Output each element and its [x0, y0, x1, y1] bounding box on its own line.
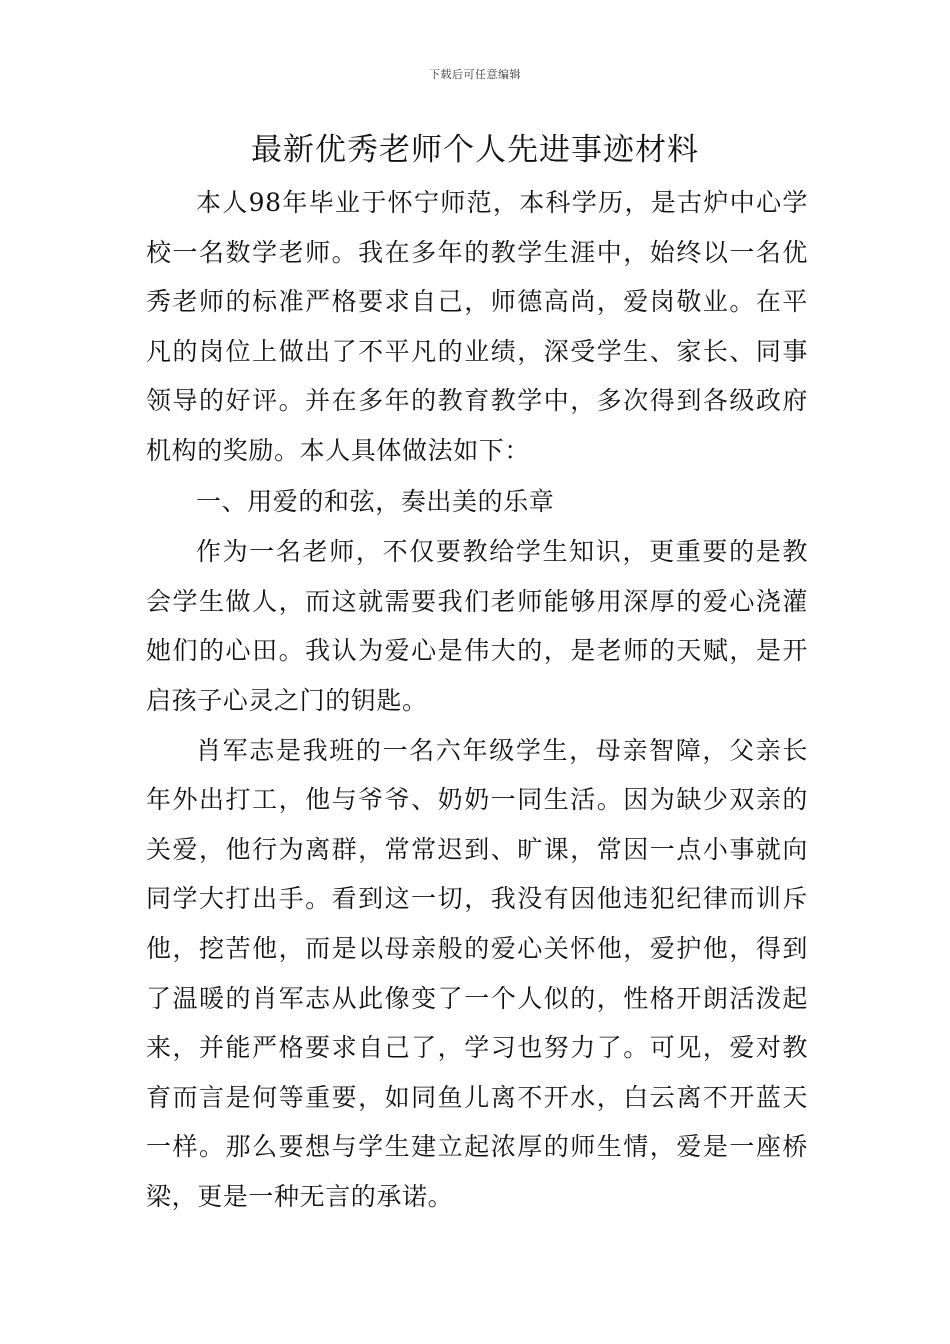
paragraph-intro: 本人98年毕业于怀宁师范，本科学历，是古炉中心学校一名数学老师。我在多年的教学生涯中，始终以一名优秀老师的标准严格要求自己，师德高尚，爱岗敬业。在平凡的岗位上做出了不平凡的业绩，深受学生、家长、同事领导的好评。并在多年的教育教学中，多次得到各级政府机构的奖励。本人具体做法如下：: [146, 188, 808, 465]
document-title: 最新优秀老师个人先进事迹材料: [251, 132, 699, 168]
header-note: 下载后可任意编辑: [429, 68, 521, 81]
paragraph-story: 肖军志是我班的一名六年级学生，母亲智障，父亲长年外出打工，他与爷爷、奶奶一同生活。因为缺少双亲的关爱，他行为离群，常常迟到、旷课，常因一点小事就向同学大打出手。看到这一切，我没有因他违犯纪律而训斥他，挖苦他，而是以母亲般的爱心关怀他，爱护他，得到了温暖的肖军志从此像变了一个人似的，性格开朗活泼起来，并能严格要求自己了，学习也努力了。可见，爱对教育而言是何等重要，如同鱼儿离不开水，白云离不开蓝天一样。那么要想与学生建立起浓厚的师生情，爱是一座桥梁，更是一种无言的承诺。: [146, 735, 808, 1211]
document-body: [146, 178, 808, 1221]
section-heading-1: 一、用爱的和弦，奏出美的乐章: [196, 486, 555, 516]
paragraph-love: 作为一名老师，不仅要教给学生知识，更重要的是教会学生做人，而这就需要我们老师能够用深厚的爱心浇灌她们的心田。我认为爱心是伟大的，是老师的天赋，是开启孩子心灵之门的钥匙。: [146, 537, 808, 715]
